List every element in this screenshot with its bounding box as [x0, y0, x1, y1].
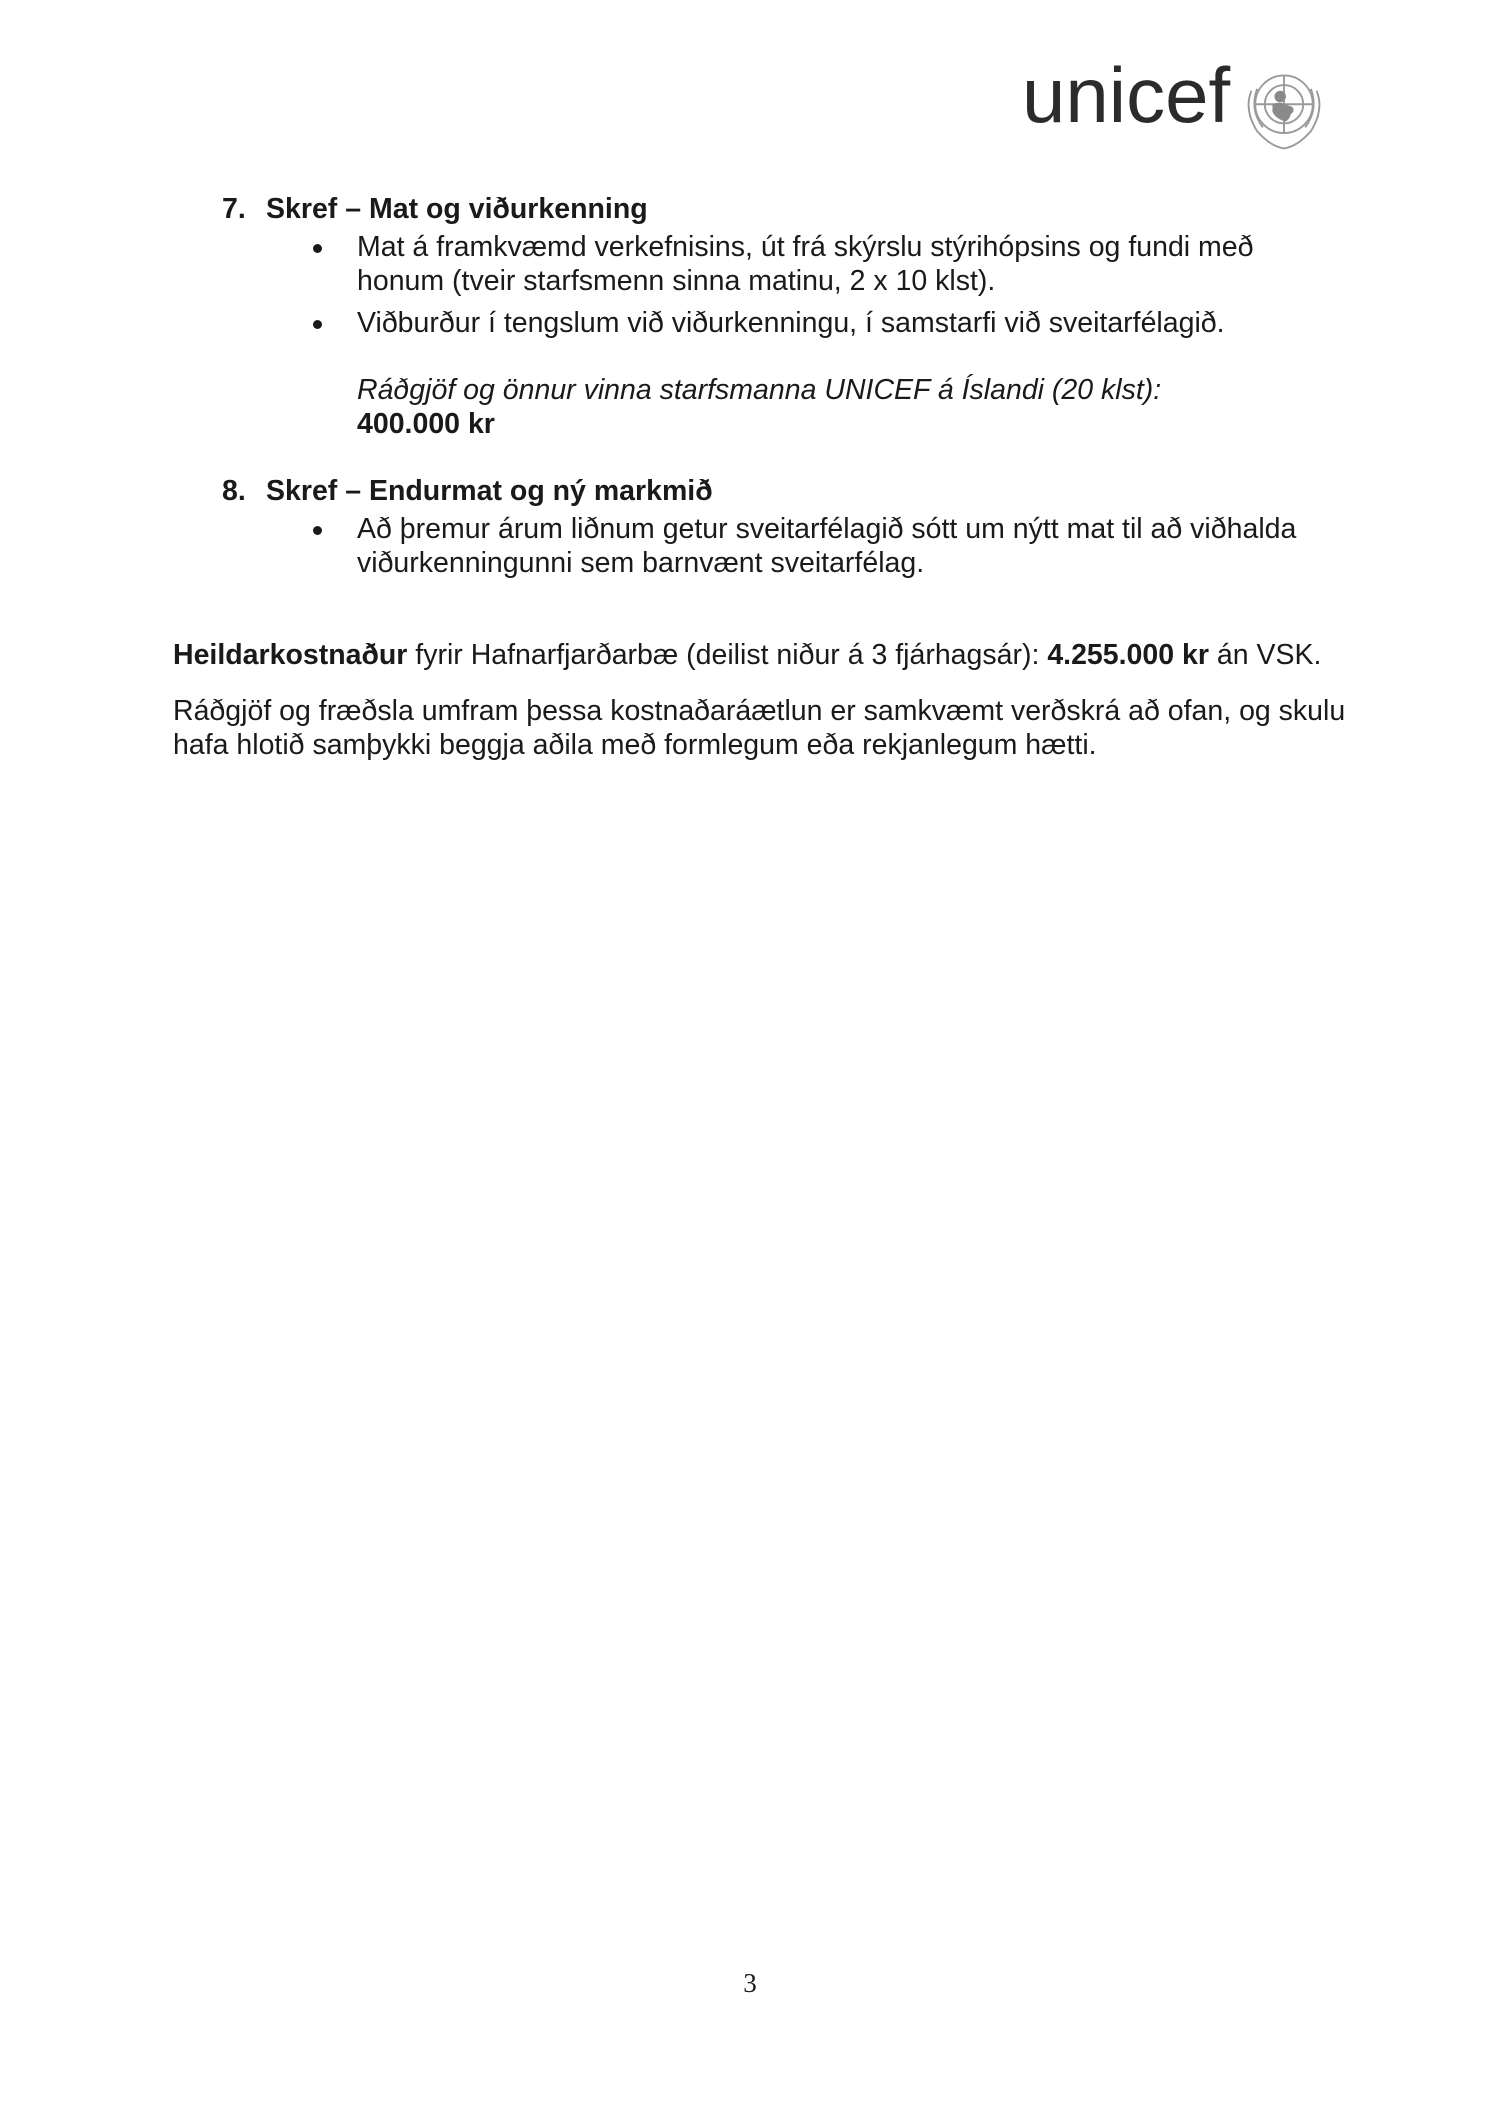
total-text-end: án VSK.	[1208, 639, 1322, 671]
total-paragraph	[173, 638, 1321, 672]
closing-line1: Ráðgjöf og fræðsla umfram þessa kostnaðaráætlun er samkvæmt verðskrá að ofan, og skulu	[173, 695, 1346, 727]
bullet-icon	[313, 244, 322, 253]
step7-bullet1-line1: Mat á framkvæmd verkefnisins, út frá skýrslu stýrihópsins og fundi með	[357, 231, 1254, 263]
bullet-icon	[313, 526, 322, 535]
step7-title: Skref – Mat og viðurkenning	[266, 193, 648, 225]
step7-bullet1-line2: honum (tveir starfsmenn sinna matinu, 2 x 10 klst).	[357, 265, 996, 297]
step8-number: 8.	[222, 475, 246, 507]
step8-title: Skref – Endurmat og ný markmið	[266, 475, 713, 507]
logo-wordmark: unicef	[1022, 51, 1231, 139]
total-text-middle: fyrir Hafnarfjarðarbæ (deilist niður á 3 fjárhagsár):	[407, 639, 1048, 671]
page-number: 3	[743, 1968, 757, 1998]
step8-bullet1-line1: Að þremur árum liðnum getur sveitarfélagið sótt um nýtt mat til að viðhalda	[357, 513, 1297, 545]
closing-line2: hafa hlotið samþykki beggja aðila með formlegum eða rekjanlegum hætti.	[173, 729, 1097, 761]
step7-bullet2-line1: Viðburður í tengslum við viðurkenningu, í samstarfi við sveitarfélagið.	[357, 307, 1225, 339]
step7-cost-note: Ráðgjöf og önnur vinna starfsmanna UNICEF á Íslandi (20 klst):	[357, 374, 1162, 406]
step8-bullet1-line2: viðurkenningunni sem barnvænt sveitarfélag.	[357, 547, 925, 579]
step7-cost-amount: 400.000 kr	[357, 408, 495, 440]
step7-number: 7.	[222, 193, 246, 225]
total-amount: 4.255.000 kr	[1047, 639, 1209, 671]
total-label: Heildarkostnaður	[173, 639, 408, 671]
bullet-icon	[313, 320, 322, 329]
